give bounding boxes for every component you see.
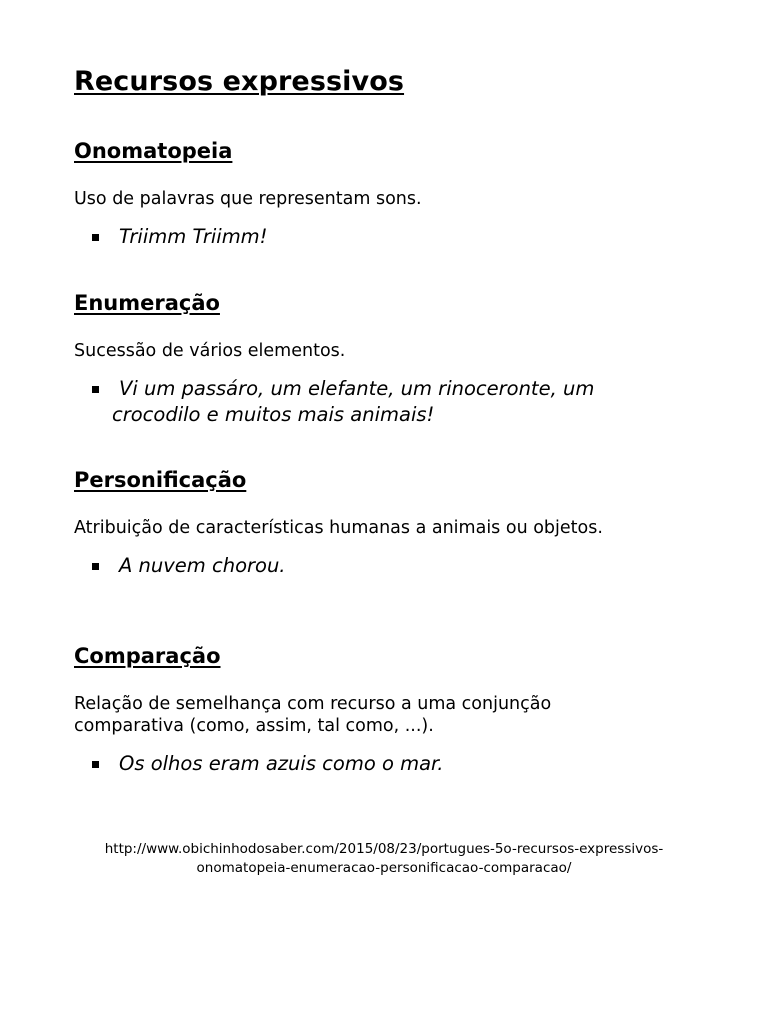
section-enumeracao xyxy=(74,290,694,428)
bullet-icon xyxy=(92,761,99,768)
section-heading: Comparação xyxy=(74,644,221,668)
section-description: Sucessão de vários elementos. xyxy=(74,341,346,361)
section-description: Atribuição de características humanas a animais ou objetos. xyxy=(74,518,603,538)
bullet-icon xyxy=(92,234,99,241)
section-description: Uso de palavras que representam sons. xyxy=(74,189,422,209)
page-title: Recursos expressivos xyxy=(74,66,405,97)
section-heading: Onomatopeia xyxy=(74,139,233,163)
section-onomatopeia xyxy=(74,138,694,250)
example-item xyxy=(74,224,694,250)
section-personificacao xyxy=(74,467,694,579)
section-description: Relação de semelhança com recurso a uma conjunção comparativa (como, assim, tal como, ...). xyxy=(74,694,552,736)
source-url-line: onomatopeia-enumeracao-personificacao-comparacao/ xyxy=(196,860,572,876)
example-text: Os olhos eram azuis como o mar. xyxy=(119,752,444,775)
example-item xyxy=(74,553,694,579)
example-item xyxy=(74,376,687,428)
bullet-icon xyxy=(92,563,99,570)
example-text: A nuvem chorou. xyxy=(119,554,286,577)
example-text: Vi um passáro, um elefante, um rinoceronte, um crocodilo e muitos mais animais! xyxy=(112,377,595,426)
section-comparacao xyxy=(74,643,694,777)
source-url-line: http://www.obichinhodosaber.com/2015/08/23/portugues-5o-recursos-expressivos- xyxy=(104,841,664,857)
section-heading: Enumeração xyxy=(74,291,220,315)
bullet-icon xyxy=(92,386,99,393)
section-heading: Personificação xyxy=(74,468,247,492)
example-item xyxy=(74,751,694,777)
source-url xyxy=(0,840,768,878)
example-text: Triimm Triimm! xyxy=(119,225,268,248)
